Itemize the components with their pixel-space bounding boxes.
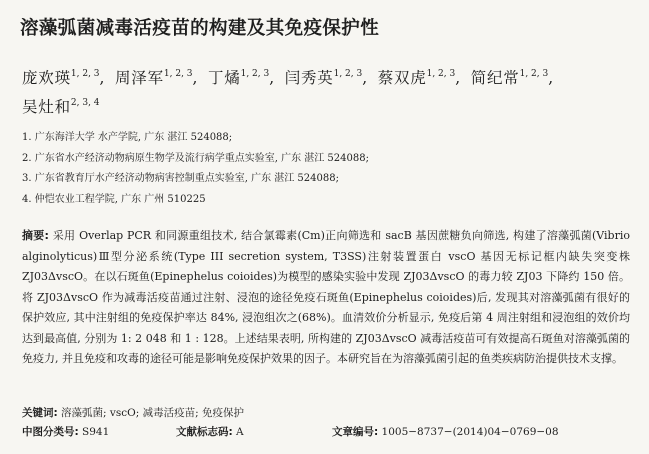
clc-label: 中图分类号: (22, 426, 79, 438)
author: 简纪常$^{1, 2, 3}$, (470, 69, 554, 87)
author-name: 丁燏 (208, 69, 241, 87)
affiliation-item: 1. 广东海洋大学 水产学院, 广东 湛江 524088; (22, 132, 233, 143)
author: 庞欢瑛$^{1, 2, 3}$, (22, 69, 106, 87)
article-number-value: 1005−8737−(2014)04−0769−08 (378, 426, 559, 438)
author-affiliation-sup: 2, 3, 4 (70, 98, 100, 108)
author-affiliation-sup: 1, 2, 3 (426, 69, 456, 79)
author-affiliation-sup: 1, 2, 3 (519, 69, 549, 79)
author-name: 蔡双虎 (377, 69, 427, 87)
article-number-field (332, 423, 559, 442)
keywords-text: 溶藻弧菌; vscO; 减毒活疫苗; 免疫保护 (57, 407, 244, 419)
author-name: 闫秀英 (284, 69, 334, 87)
keywords-row (22, 404, 632, 423)
author-affiliation-sup: 1, 2, 3 (70, 69, 100, 79)
author-affiliation-sup: 1, 2, 3 (240, 69, 270, 79)
abstract-text: 采用 Overlap PCR 和同源重组技术, 结合氯霉素(Cm)正向筛选和 sacB 基因蔗糖负向筛选, 构建了溶藻弧菌(Vibrio alginolyticus)Ⅲ型分泌系统(Type III secretion system, T3SS)注射装置蛋白 vscO 基因无标记框内缺失突变株 ZJ03ΔvscO。在以石斑鱼(Epinephelus coioides)为模型的感染实验中发现 ZJ03ΔvscO 的毒力较 ZJ03 下降约 150 倍。将 ZJ03ΔvscO 作为减毒活疫苗通过注射、浸泡的途径免疫石斑鱼(Epinephelus coioides)后, 发现其对溶藻弧菌有很好的保护效应, 其中注射组的免疫保护率达 84%, 浸泡组次之(68%)。血清效价分析显示, 免疫后第 4 周注射组和浸泡组的效价均达到最高值, 分别为 1: 2 048 和 1 : 128。上述结果表明, 所构建的 ZJ03ΔvscO 减毒活疫苗可有效提高石斑鱼对溶藻弧菌的免疫力, 并且免疫和攻毒的途径可能是影响免疫保护效果的因子。本研究旨在为溶藻弧菌引起的鱼类疾病防治提供技术支撑。 (22, 229, 631, 365)
author (22, 98, 100, 116)
author-name: 周泽军 (115, 69, 164, 87)
doc-code-field (176, 423, 332, 442)
author: 周泽军$^{1, 2, 3}$, (115, 69, 199, 87)
author-name: 庞欢瑛 (22, 69, 71, 87)
article-number-label: 文章编号: (332, 426, 379, 438)
affiliation-item: 3. 广东省教育厅水产经济动物病害控制重点实验室, 广东 湛江 524088; (22, 173, 339, 184)
author-affiliation-sup: 1, 2, 3 (163, 69, 193, 79)
abstract (22, 226, 630, 370)
classification-row (22, 423, 632, 442)
author: 丁燏$^{1, 2, 3}$, (208, 69, 275, 87)
author-name: 吴灶和 (22, 98, 71, 116)
author-affiliation-sup: 1, 2, 3 (333, 69, 363, 79)
keywords-label: 关键词: (22, 407, 58, 419)
paper-title: 溶藻弧菌减毒活疫苗的构建及其免疫保护性 (20, 18, 380, 39)
paper-meta (22, 404, 632, 442)
author-name: 简纪常 (470, 69, 520, 87)
doc-code-label: 文献标志码: (176, 426, 233, 438)
affiliation-item: 4. 仲恺农业工程学院, 广东 广州 510225 (22, 193, 206, 205)
author: 蔡双虎$^{1, 2, 3}$, (377, 69, 461, 87)
abstract-label: 摘要: (22, 229, 49, 242)
affiliation-item: 2. 广东省水产经济动物病原生物学及流行病学重点实验室, 广东 湛江 524088; (22, 152, 369, 164)
author: 闫秀英$^{1, 2, 3}$, (284, 69, 368, 87)
doc-code-value: A (232, 426, 244, 438)
author-list (22, 62, 632, 120)
affiliation-list (22, 128, 632, 210)
clc-field (22, 423, 176, 442)
clc-value: S941 (78, 426, 110, 438)
